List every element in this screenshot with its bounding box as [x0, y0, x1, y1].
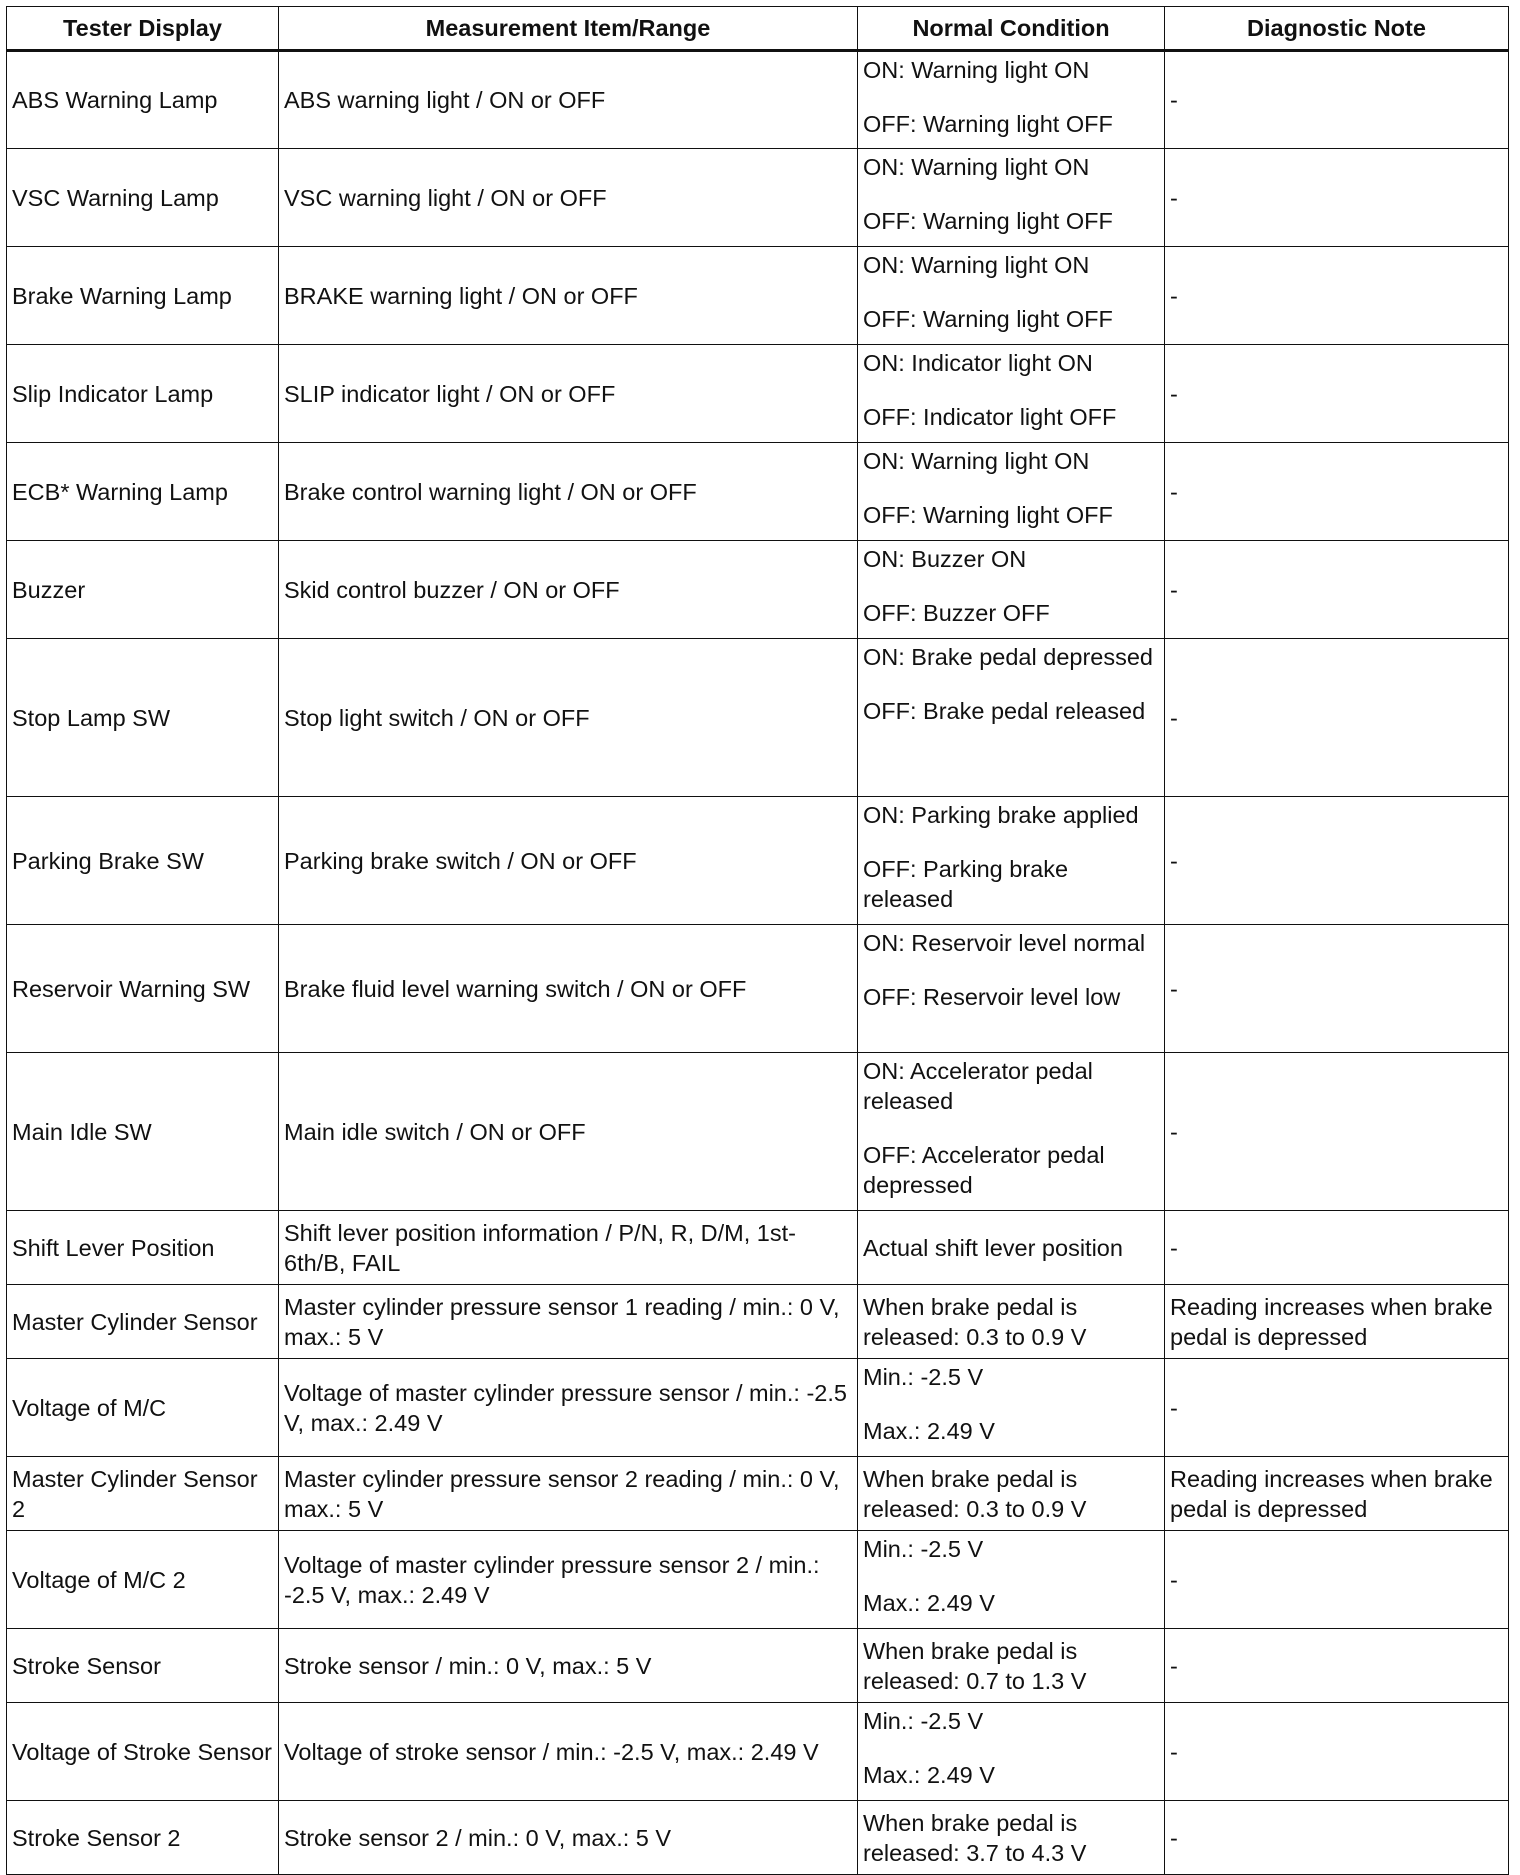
- cell-normal-condition: [858, 1285, 1165, 1359]
- cell-normal-condition: [858, 1359, 1165, 1457]
- table-body: [7, 51, 1509, 1875]
- header-tester-display: Tester Display: [7, 7, 279, 51]
- normal-condition-line: OFF: Warning light OFF: [863, 502, 1113, 528]
- normal-condition-line: OFF: Warning light OFF: [863, 111, 1113, 137]
- table-row: [7, 1053, 1509, 1211]
- table-row: [7, 541, 1509, 639]
- cell-normal-condition: [858, 345, 1165, 443]
- cell-diagnostic-note: -: [1165, 149, 1509, 247]
- cell-diagnostic-note: -: [1165, 247, 1509, 345]
- normal-condition-line: ON: Warning light ON: [863, 154, 1090, 180]
- cell-tester-display: Voltage of M/C: [7, 1359, 279, 1457]
- table-row: [7, 247, 1509, 345]
- cell-tester-display: Stroke Sensor: [7, 1629, 279, 1703]
- cell-diagnostic-note: -: [1165, 925, 1509, 1053]
- cell-diagnostic-note: -: [1165, 443, 1509, 541]
- cell-diagnostic-note: -: [1165, 541, 1509, 639]
- normal-condition-line: OFF: Buzzer OFF: [863, 600, 1050, 626]
- cell-tester-display: Slip Indicator Lamp: [7, 345, 279, 443]
- normal-condition-line: OFF: Parking brake released: [863, 856, 1069, 912]
- cell-normal-condition: [858, 443, 1165, 541]
- cell-diagnostic-note: -: [1165, 1703, 1509, 1801]
- cell-measurement-item: Stop light switch / ON or OFF: [279, 639, 858, 797]
- cell-tester-display: Voltage of Stroke Sensor: [7, 1703, 279, 1801]
- cell-normal-condition: [858, 1801, 1165, 1875]
- cell-measurement-item: Master cylinder pressure sensor 1 reading / min.: 0 V, max.: 5 V: [279, 1285, 858, 1359]
- normal-condition-line: ON: Warning light ON: [863, 448, 1090, 474]
- cell-measurement-item: Stroke sensor / min.: 0 V, max.: 5 V: [279, 1629, 858, 1703]
- normal-condition-line: OFF: Warning light OFF: [863, 306, 1113, 332]
- table-row: [7, 1359, 1509, 1457]
- cell-measurement-item: Voltage of stroke sensor / min.: -2.5 V, max.: 2.49 V: [279, 1703, 858, 1801]
- normal-condition-line: When brake pedal is released: 3.7 to 4.3 V: [863, 1809, 1087, 1866]
- cell-normal-condition: [858, 1703, 1165, 1801]
- table-row: [7, 797, 1509, 925]
- cell-diagnostic-note: -: [1165, 51, 1509, 149]
- normal-condition-line: ON: Warning light ON: [863, 252, 1090, 278]
- cell-diagnostic-note: -: [1165, 1053, 1509, 1211]
- cell-tester-display: ECB* Warning Lamp: [7, 443, 279, 541]
- normal-condition-line: Min.: -2.5 V: [863, 1364, 984, 1390]
- cell-tester-display: Stroke Sensor 2: [7, 1801, 279, 1875]
- cell-diagnostic-note: -: [1165, 1211, 1509, 1285]
- cell-normal-condition: [858, 1053, 1165, 1211]
- header-diagnostic-note: Diagnostic Note: [1165, 7, 1509, 51]
- cell-tester-display: Stop Lamp SW: [7, 639, 279, 797]
- normal-condition-line: ON: Buzzer ON: [863, 546, 1027, 572]
- normal-condition-line: Min.: -2.5 V: [863, 1708, 984, 1734]
- cell-normal-condition: [858, 797, 1165, 925]
- normal-condition-line: OFF: Brake pedal released: [863, 698, 1146, 724]
- table-row: [7, 1457, 1509, 1531]
- cell-tester-display: Shift Lever Position: [7, 1211, 279, 1285]
- normal-condition-line: Max.: 2.49 V: [863, 1762, 995, 1788]
- cell-measurement-item: Shift lever position information / P/N, R, D/M, 1st-6th/B, FAIL: [279, 1211, 858, 1285]
- normal-condition-line: OFF: Accelerator pedal depressed: [863, 1142, 1105, 1198]
- table-row: [7, 1801, 1509, 1875]
- table-row: [7, 1531, 1509, 1629]
- table-row: [7, 1703, 1509, 1801]
- table-row: [7, 345, 1509, 443]
- cell-tester-display: Master Cylinder Sensor: [7, 1285, 279, 1359]
- cell-normal-condition: [858, 1531, 1165, 1629]
- normal-condition-line: OFF: Indicator light OFF: [863, 404, 1117, 430]
- normal-condition-line: OFF: Reservoir level low: [863, 984, 1121, 1010]
- table-row: [7, 1285, 1509, 1359]
- cell-tester-display: Parking Brake SW: [7, 797, 279, 925]
- cell-normal-condition: [858, 247, 1165, 345]
- cell-normal-condition: [858, 541, 1165, 639]
- cell-normal-condition: [858, 1629, 1165, 1703]
- cell-tester-display: Reservoir Warning SW: [7, 925, 279, 1053]
- normal-condition-line: Max.: 2.49 V: [863, 1590, 995, 1616]
- cell-measurement-item: VSC warning light / ON or OFF: [279, 149, 858, 247]
- cell-measurement-item: Voltage of master cylinder pressure sensor / min.: -2.5 V, max.: 2.49 V: [279, 1359, 858, 1457]
- normal-condition-line: ON: Indicator light ON: [863, 350, 1093, 376]
- cell-diagnostic-note: Reading increases when brake pedal is depressed: [1165, 1285, 1509, 1359]
- normal-condition-line: ON: Parking brake applied: [863, 802, 1139, 828]
- normal-condition-line: ON: Reservoir level normal: [863, 930, 1146, 956]
- cell-measurement-item: ABS warning light / ON or OFF: [279, 51, 858, 149]
- table-row: [7, 639, 1509, 797]
- normal-condition-line: OFF: Warning light OFF: [863, 208, 1113, 234]
- normal-condition-line: ON: Accelerator pedal released: [863, 1058, 1093, 1114]
- normal-condition-line: When brake pedal is released: 0.3 to 0.9 V: [863, 1465, 1087, 1522]
- table-row: [7, 1629, 1509, 1703]
- normal-condition-line: Min.: -2.5 V: [863, 1536, 984, 1562]
- cell-normal-condition: [858, 1211, 1165, 1285]
- cell-tester-display: Brake Warning Lamp: [7, 247, 279, 345]
- cell-normal-condition: [858, 1457, 1165, 1531]
- cell-tester-display: Main Idle SW: [7, 1053, 279, 1211]
- cell-normal-condition: [858, 51, 1165, 149]
- cell-diagnostic-note: -: [1165, 797, 1509, 925]
- cell-normal-condition: [858, 925, 1165, 1053]
- normal-condition-line: Max.: 2.49 V: [863, 1418, 995, 1444]
- cell-measurement-item: BRAKE warning light / ON or OFF: [279, 247, 858, 345]
- cell-measurement-item: Parking brake switch / ON or OFF: [279, 797, 858, 925]
- cell-measurement-item: SLIP indicator light / ON or OFF: [279, 345, 858, 443]
- cell-normal-condition: [858, 149, 1165, 247]
- header-normal-condition: Normal Condition: [858, 7, 1165, 51]
- cell-tester-display: Buzzer: [7, 541, 279, 639]
- cell-measurement-item: Master cylinder pressure sensor 2 reading / min.: 0 V, max.: 5 V: [279, 1457, 858, 1531]
- normal-condition-line: When brake pedal is released: 0.7 to 1.3 V: [863, 1637, 1087, 1694]
- cell-tester-display: ABS Warning Lamp: [7, 51, 279, 149]
- cell-measurement-item: Stroke sensor 2 / min.: 0 V, max.: 5 V: [279, 1801, 858, 1875]
- table-header-row: [7, 7, 1509, 51]
- cell-measurement-item: Brake fluid level warning switch / ON or OFF: [279, 925, 858, 1053]
- header-measurement-item: Measurement Item/Range: [279, 7, 858, 51]
- table-row: [7, 51, 1509, 149]
- cell-diagnostic-note: -: [1165, 1531, 1509, 1629]
- cell-tester-display: Master Cylinder Sensor 2: [7, 1457, 279, 1531]
- cell-measurement-item: Skid control buzzer / ON or OFF: [279, 541, 858, 639]
- cell-measurement-item: Brake control warning light / ON or OFF: [279, 443, 858, 541]
- table-row: [7, 1211, 1509, 1285]
- cell-diagnostic-note: -: [1165, 1801, 1509, 1875]
- cell-diagnostic-note: -: [1165, 345, 1509, 443]
- diagnostic-data-table: [6, 6, 1509, 1875]
- cell-diagnostic-note: Reading increases when brake pedal is depressed: [1165, 1457, 1509, 1531]
- cell-diagnostic-note: -: [1165, 639, 1509, 797]
- cell-tester-display: VSC Warning Lamp: [7, 149, 279, 247]
- table-row: [7, 149, 1509, 247]
- cell-measurement-item: Voltage of master cylinder pressure sensor 2 / min.: -2.5 V, max.: 2.49 V: [279, 1531, 858, 1629]
- normal-condition-line: ON: Brake pedal depressed: [863, 644, 1153, 670]
- cell-diagnostic-note: -: [1165, 1359, 1509, 1457]
- normal-condition-line: ON: Warning light ON: [863, 57, 1090, 83]
- cell-tester-display: Voltage of M/C 2: [7, 1531, 279, 1629]
- cell-diagnostic-note: -: [1165, 1629, 1509, 1703]
- cell-normal-condition: [858, 639, 1165, 797]
- table-row: [7, 925, 1509, 1053]
- normal-condition-line: Actual shift lever position: [863, 1234, 1123, 1261]
- table-row: [7, 443, 1509, 541]
- cell-measurement-item: Main idle switch / ON or OFF: [279, 1053, 858, 1211]
- normal-condition-line: When brake pedal is released: 0.3 to 0.9 V: [863, 1293, 1087, 1350]
